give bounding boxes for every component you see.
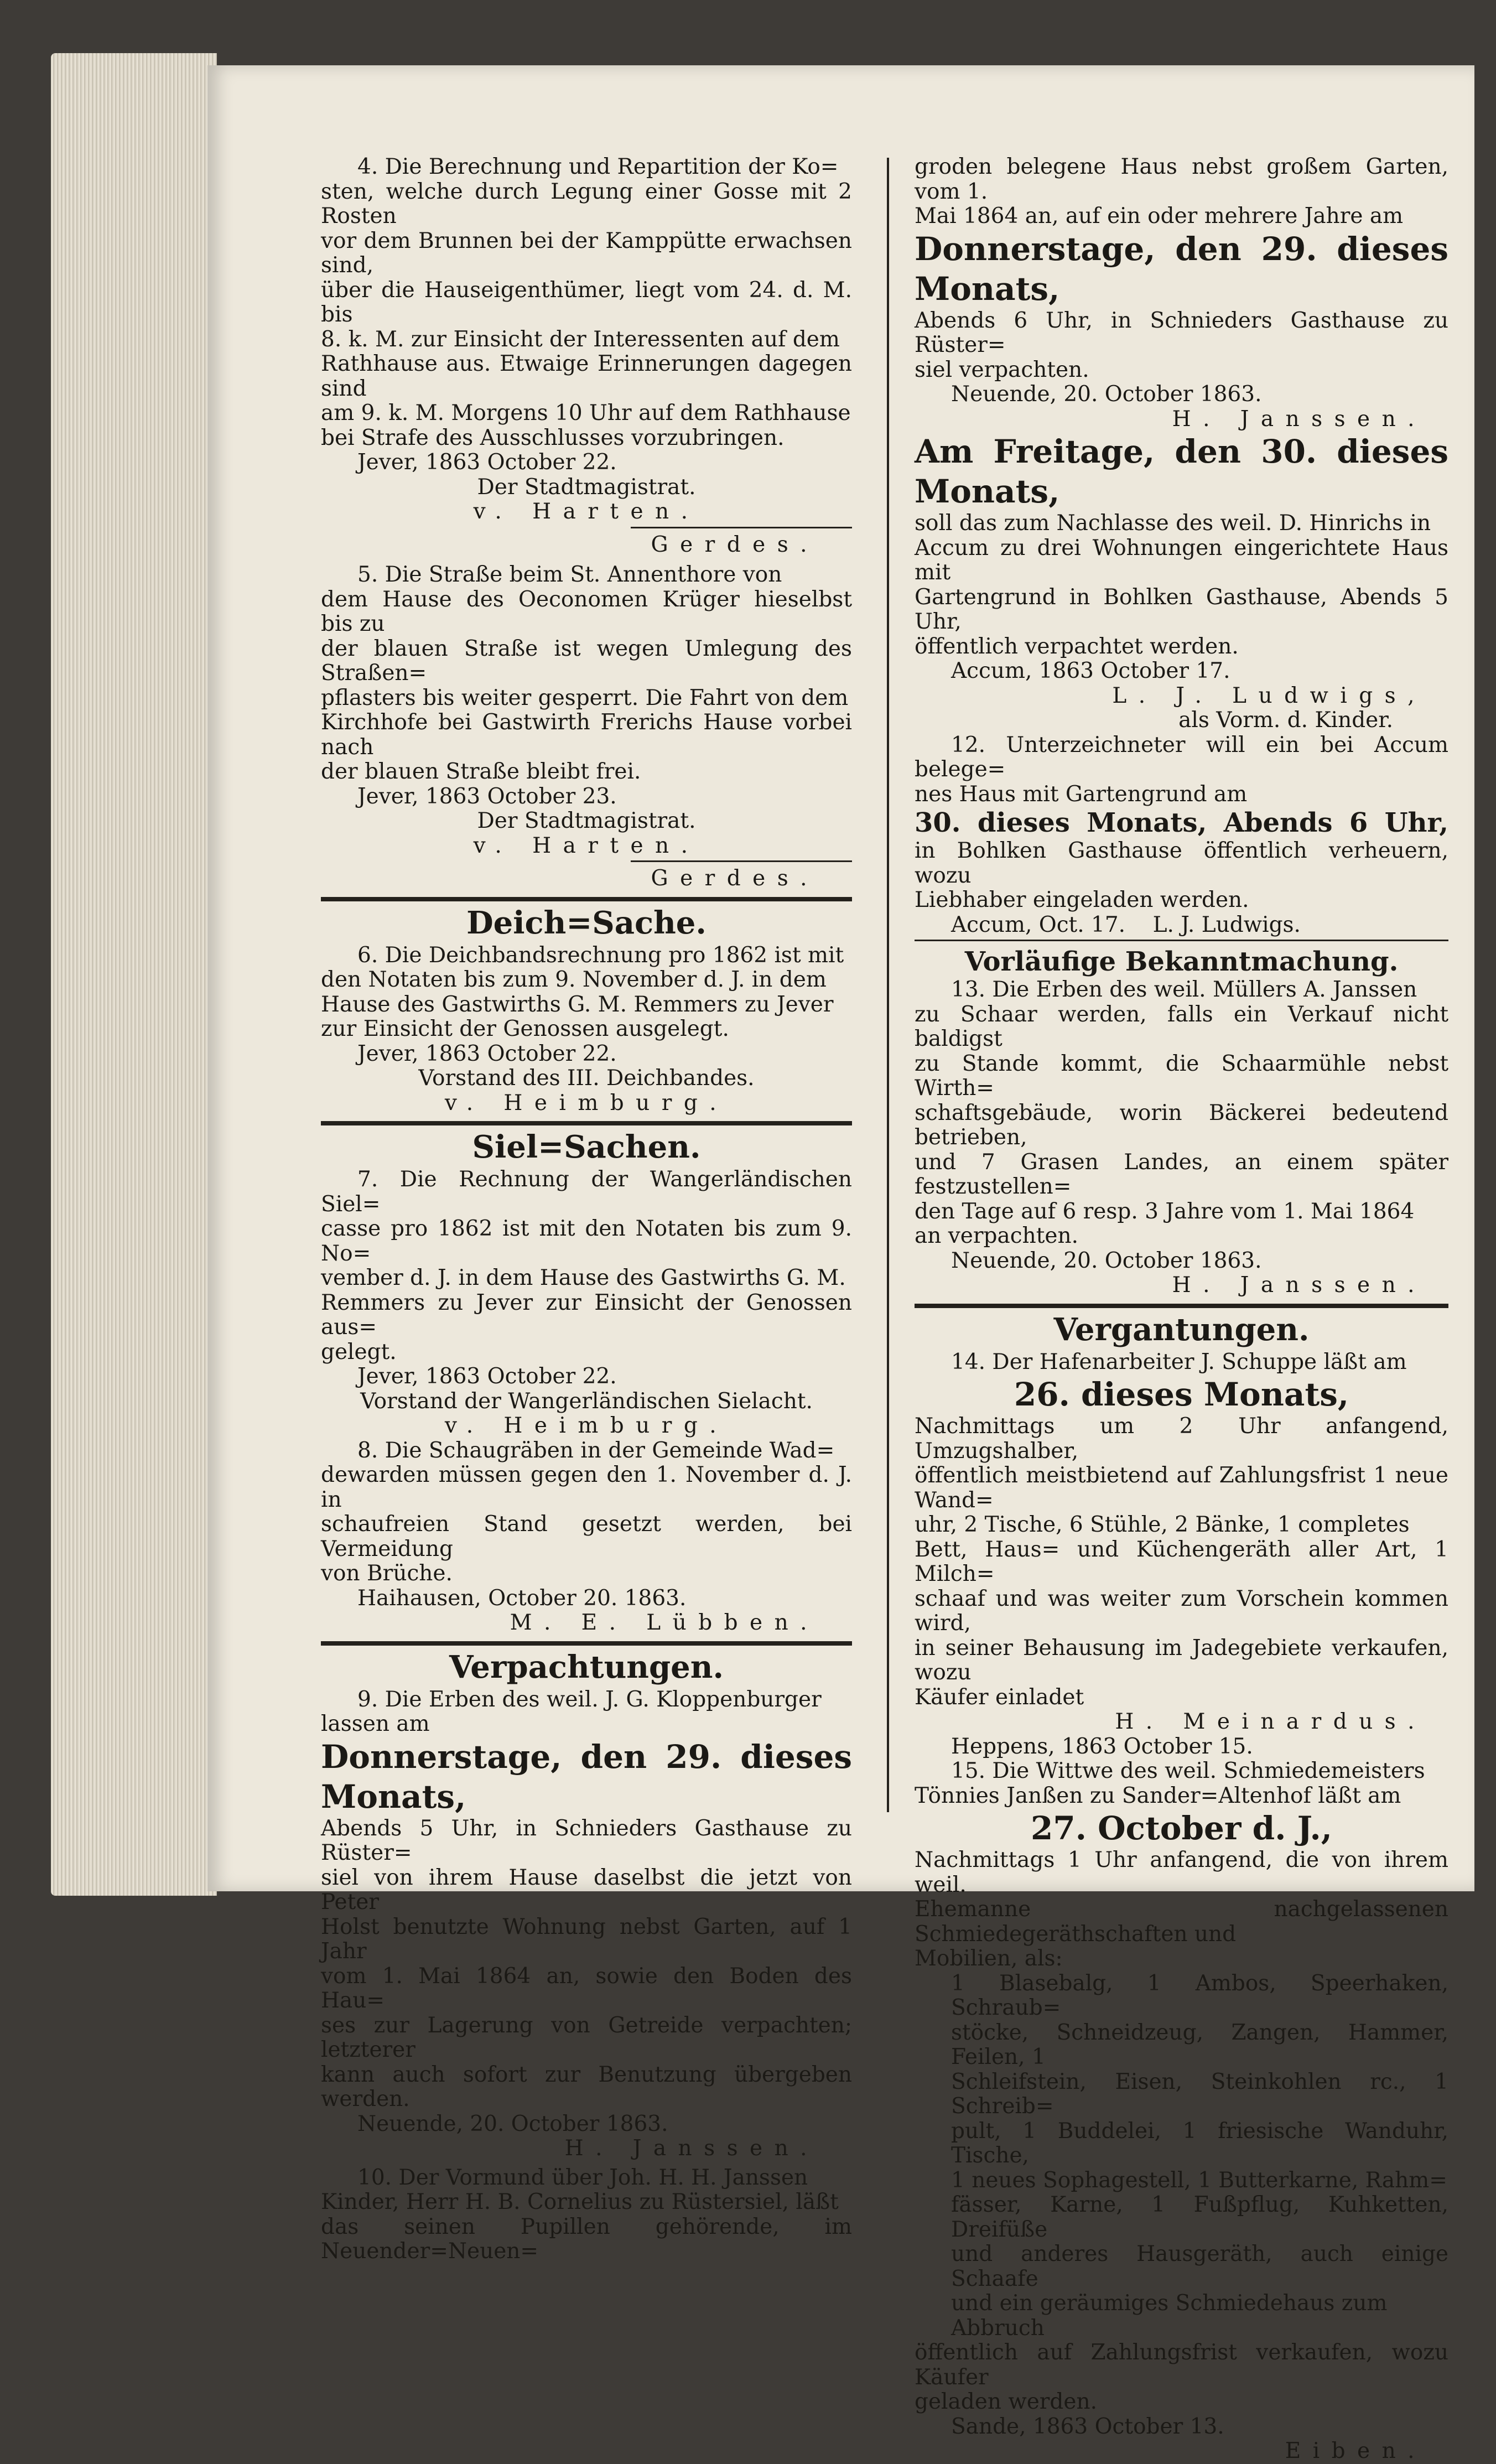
text-line: von Brüche. (321, 1561, 453, 1586)
list-item: pult, 1 Buddelei, 1 friesische Wanduhr, Tische, (951, 2118, 1448, 2168)
list-item: Schleifstein, Eisen, Steinkohlen rc., 1 Schreib= (951, 2069, 1448, 2119)
text-line: Abends 5 Uhr, in Schnieders Gasthause zu Rüster= (321, 1815, 852, 1865)
text-line: 15. Die Wittwe des weil. Schmiedemeisters (951, 1758, 1425, 1783)
signature: H. Meinardus. (1115, 1709, 1426, 1734)
text-line: in seiner Behausung im Jadegebiete verkaufen, wozu (915, 1635, 1448, 1685)
text-line: vember d. J. in dem Hause des Gastwirths G. M. (321, 1265, 846, 1290)
place-date: Haihausen, October 20. 1863. (357, 1585, 687, 1611)
section-divider (915, 1304, 1448, 1308)
text-line: der blauen Straße bleibt frei. (321, 759, 641, 784)
signature: v. Harten. (473, 833, 700, 858)
text-line: öffentlich verpachtet werden. (915, 634, 1239, 659)
text-line: schaftsgebäude, worin Bäckerei bedeutend betrieben, (915, 1100, 1448, 1150)
place-date: Neuende, 20. October 1863. (357, 2111, 668, 2136)
place-date: Jever, 1863 October 23. (357, 784, 617, 809)
text-line: schaaf und was weiter zum Vorschein kommen wird, (915, 1586, 1448, 1636)
text-line: Hause des Gastwirths G. M. Remmers zu Jever (321, 992, 834, 1017)
authority: Vorstand der Wangerländischen Sielacht. (360, 1388, 813, 1414)
text-line: öffentlich auf Zahlungsfrist verkaufen, wozu Käufer (915, 2340, 1448, 2390)
text-line: vor dem Brunnen bei der Kamppütte erwachsen sind, (321, 228, 852, 278)
date-display: 27. October d. J., (1031, 1809, 1332, 1847)
left-column (321, 155, 852, 2264)
text-line: Holst benutzte Wohnung nebst Garten, auf 1 Jahr (321, 1914, 852, 1964)
list-item: Abbruch (951, 2315, 1045, 2341)
text-line: soll das zum Nachlasse des weil. D. Hinrichs in (915, 511, 1431, 536)
place-date: Heppens, 1863 October 15. (951, 1734, 1253, 1759)
signature: v. Heimburg. (444, 1090, 729, 1116)
date-display: Donnerstage, den 29. dieses Monats, (915, 230, 1448, 308)
notice-11 (915, 432, 1448, 733)
notice-4 (321, 155, 852, 557)
list-item: stöcke, Schneidzeug, Zangen, Hammer, Feilen, 1 (951, 2020, 1448, 2069)
section-heading: Verpachtungen. (449, 1648, 724, 1685)
text-line: schaufreien Stand gesetzt werden, bei Vermeidung (321, 1512, 852, 1562)
text-line: 10. Der Vormund über Joh. H. H. Janssen (357, 2165, 808, 2190)
text-line: ses zur Lagerung von Getreide verpachten; letzterer (321, 2012, 852, 2062)
text-line: das seinen Pupillen gehörende, im Neuender=Neuen= (321, 2214, 852, 2264)
section-divider (321, 1641, 852, 1646)
text-line: an verpachten. (915, 1223, 1078, 1248)
list-item: 1 neues Sophagestell, 1 Butterkarne, Rahm= (951, 2167, 1447, 2193)
text-line: Remmers zu Jever zur Einsicht der Genossen aus= (321, 1290, 852, 1340)
list-item: und anderes Hausgeräth, auch einige Schaafe (951, 2242, 1448, 2291)
notice-13 (915, 978, 1448, 1298)
place-date: Neuende, 20. October 1863. (951, 382, 1262, 407)
list-item: 1 Blasebalg, 1 Ambos, Speerhaken, Schraub= (951, 1970, 1448, 2020)
text-line: 7. Die Rechnung der Wangerländischen Siel= (321, 1167, 852, 1217)
section-heading: Siel=Sachen. (472, 1129, 701, 1165)
notice-12 (915, 733, 1448, 938)
signature: Eiben. (1285, 2439, 1426, 2463)
text-line: 14. Der Hafenarbeiter J. Schuppe läßt am (951, 1349, 1407, 1374)
text-line: sten, welche durch Legung einer Gosse mit 2 Rosten (321, 179, 852, 229)
text-line: Tönnies Janßen zu Sander=Altenhof läßt am (915, 1783, 1401, 1808)
notice-5 (321, 563, 852, 891)
text-line: am 9. k. M. Morgens 10 Uhr auf dem Rathhause (321, 401, 851, 426)
text-line: den Notaten bis zum 9. November d. J. in dem (321, 967, 827, 992)
text-line: vom 1. Mai 1864 an, sowie den Boden des Hau= (321, 1963, 852, 2013)
text-line: über die Hauseigenthümer, liegt vom 24. d. M. bis (321, 277, 852, 327)
text-line: pflasters bis weiter gesperrt. Die Fahrt von dem (321, 685, 849, 710)
text-line: Käufer einladet (915, 1684, 1084, 1710)
right-column (915, 155, 1448, 2464)
text-line: 8. k. M. zur Einsicht der Interessenten auf dem (321, 326, 840, 352)
divider (915, 940, 1448, 941)
text-line: Ehemanne nachgelassenen Schmiedegeräthschaften und (915, 1897, 1448, 1947)
text-line: Gartengrund in Bohlken Gasthause, Abends 5 Uhr, (915, 584, 1448, 634)
place-date: Neuende, 20. October 1863. (951, 1248, 1262, 1273)
signature: L. J. Ludwigs, (1112, 683, 1426, 708)
text-line: dem Hause des Oeconomen Krüger hieselbst bis zu (321, 587, 852, 636)
text-line: bei Strafe des Ausschlusses vorzubringen. (321, 425, 785, 450)
text-line: siel von ihrem Hause daselbst die jetzt von Peter (321, 1865, 852, 1915)
date-display: Am Freitage, den 30. dieses Monats, (915, 433, 1448, 510)
text-line: uhr, 2 Tische, 6 Stühle, 2 Bänke, 1 completes (915, 1512, 1410, 1537)
authority: Vorstand des III. Deichbandes. (418, 1066, 755, 1091)
notice-10-continued (915, 155, 1448, 432)
text-line: casse pro 1862 ist mit den Notaten bis zum 9. No= (321, 1216, 852, 1266)
authority: Der Stadtmagistrat. (477, 808, 696, 833)
text-line: Kinder, Herr H. B. Cornelius zu Rüstersiel, läßt (321, 2190, 839, 2214)
text-line: 13. Die Erben des weil. Müllers A. Janssen (951, 977, 1417, 1002)
text-line: zu Stande kommt, die Schaarmühle nebst Wirth= (915, 1051, 1448, 1101)
text-line: Nachmittags um 2 Uhr anfangend, Umzugshalber, (915, 1414, 1448, 1464)
signature: Gerdes. (651, 532, 819, 557)
text-line: Abends 6 Uhr, in Schnieders Gasthause zu Rüster= (915, 308, 1448, 357)
text-line: 5. Die Straße beim St. Annenthore von (357, 562, 782, 587)
section-heading: Vergantungen. (1053, 1311, 1310, 1348)
authority: Der Stadtmagistrat. (477, 474, 696, 500)
date-display: 30. dieses Monats, Abends 6 Uhr, (915, 807, 1448, 838)
section-divider (321, 897, 852, 901)
notice-10 (321, 2166, 852, 2264)
text-line: zur Einsicht der Genossen ausgelegt. (321, 1016, 729, 1041)
text-line: 4. Die Berechnung und Repartition der Ko= (357, 154, 839, 179)
text-line: zu Schaar werden, falls ein Verkauf nicht baldigst (915, 1002, 1448, 1051)
text-line: Nachmittags 1 Uhr anfangend, die von ihrem weil. (915, 1848, 1448, 1897)
text-line: den Tage auf 6 resp. 3 Jahre vom 1. Mai 1864 (915, 1199, 1415, 1224)
text-line: geladen werden. (915, 2389, 1097, 2414)
text-line: und 7 Grasen Landes, an einem später festzustellen= (915, 1149, 1448, 1199)
text-line: lassen am (321, 1711, 430, 1736)
section-heading: Deich=Sache. (466, 904, 707, 941)
text-line: Rathhause aus. Etwaige Erinnerungen dagegen sind (321, 351, 852, 401)
text-line: Mai 1864 an, auf ein oder mehrere Jahre am (915, 204, 1404, 229)
signature: v. Heimburg. (444, 1413, 729, 1438)
place-date: Jever, 1863 October 22. (357, 1364, 617, 1389)
section-heading: Vorläufige Bekanntmachung. (964, 946, 1399, 977)
notice-7 (321, 1168, 852, 1439)
notice-15 (915, 1759, 1448, 2464)
notice-9 (321, 1688, 852, 2161)
text-line: Bett, Haus= und Küchengeräth aller Art, 1 Milch= (915, 1537, 1448, 1586)
date-display: Donnerstage, den 29. dieses Monats, (321, 1737, 852, 1815)
place-signature: Accum, Oct. 17. L. J. Ludwigs. (951, 912, 1301, 937)
text-line: kann auch sofort zur Benutzung übergeben werden. (321, 2062, 852, 2112)
text-line: öffentlich meistbietend auf Zahlungsfrist 1 neue Wand= (915, 1463, 1448, 1513)
text-line: gelegt. (321, 1339, 397, 1365)
text-line: Liebhaber eingeladen werden. (915, 888, 1249, 912)
place-date: Accum, 1863 October 17. (951, 658, 1230, 683)
place-date: Jever, 1863 October 22. (357, 450, 617, 475)
section-divider (321, 1121, 852, 1125)
divider (631, 527, 852, 528)
text-line: 9. Die Erben des weil. J. G. Kloppenburger (357, 1687, 822, 1712)
signature: H. Janssen. (564, 2136, 819, 2161)
notice-8 (321, 1439, 852, 1636)
column-rule (887, 158, 889, 1812)
signature: H. Janssen. (1172, 1273, 1426, 1298)
list-item: fässer, Karne, 1 Fußpflug, Kuhketten, Dreifüße (951, 2192, 1448, 2242)
text-line: der blauen Straße ist wegen Umlegung des Straßen= (321, 636, 852, 686)
notice-6 (321, 943, 852, 1116)
text-line: Mobilien, als: (915, 1946, 1063, 1971)
text-line: 6. Die Deichbandsrechnung pro 1862 ist mit (357, 942, 844, 968)
text-line: nes Haus mit Gartengrund am (915, 781, 1248, 807)
text-line: dewarden müssen gegen den 1. November d. J. in (321, 1462, 852, 1512)
text-line: 8. Die Schaugräben in der Gemeinde Wad= (357, 1438, 835, 1463)
signature: M. E. Lübben. (510, 1610, 819, 1635)
signature-role: als Vorm. d. Kinder. (1178, 708, 1393, 733)
text-line: Accum zu drei Wohnungen eingerichtete Haus mit (915, 535, 1448, 585)
divider (631, 860, 852, 862)
text-line: siel verpachten. (915, 357, 1089, 382)
date-display: 26. dieses Monats, (1014, 1376, 1349, 1413)
text-line: 12. Unterzeichneter will ein bei Accum belege= (915, 732, 1448, 782)
text-line: Kirchhofe bei Gastwirth Frerichs Hause vorbei nach (321, 710, 852, 760)
place-date: Sande, 1863 October 13. (951, 2414, 1224, 2439)
list-item: und ein geräumiges Schmiedehaus zum (951, 2291, 1388, 2316)
text-line: groden belegene Haus nebst großem Garten, vom 1. (915, 154, 1448, 204)
signature: v. Harten. (473, 499, 700, 524)
notice-14 (915, 1350, 1448, 1760)
signature: H. Janssen. (1172, 406, 1426, 432)
text-line: in Bohlken Gasthause öffentlich verheuern, wozu (915, 838, 1448, 888)
signature: Gerdes. (651, 866, 819, 891)
place-date: Jever, 1863 October 22. (357, 1041, 617, 1066)
book-page-edges (51, 53, 217, 1896)
